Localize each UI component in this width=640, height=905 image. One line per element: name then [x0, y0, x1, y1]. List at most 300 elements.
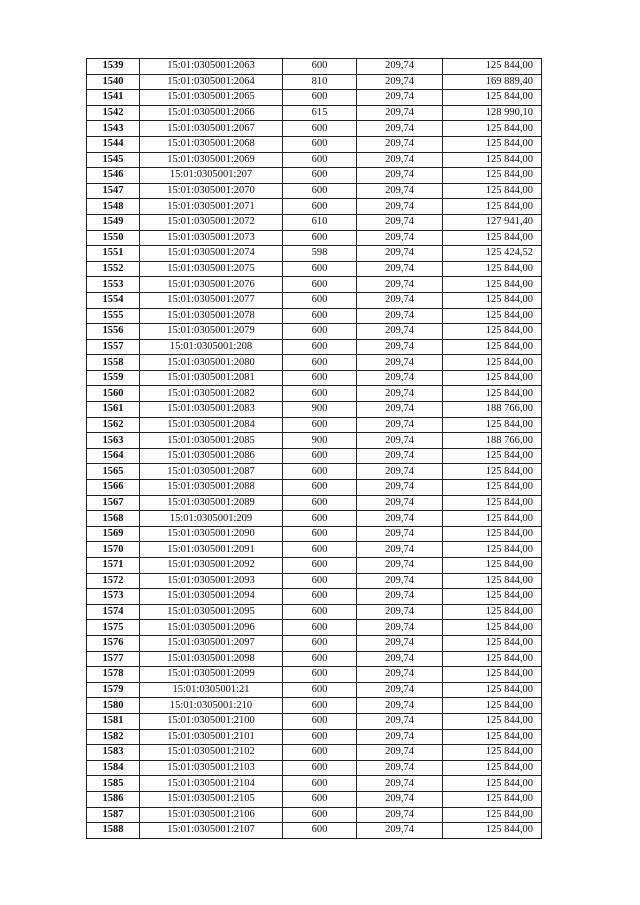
area-cell: 600	[283, 729, 357, 745]
table-row	[87, 791, 542, 807]
row-number-cell: 1586	[87, 791, 140, 807]
area-cell: 600	[283, 620, 357, 636]
cadastral-number-cell: 15:01:0305001:2083	[140, 402, 283, 418]
value-cell: 127 941,40	[443, 214, 542, 230]
row-number-cell: 1548	[87, 199, 140, 215]
row-number-cell: 1566	[87, 480, 140, 496]
rate-cell: 209,74	[357, 261, 443, 277]
rate-cell: 209,74	[357, 105, 443, 121]
cadastral-number-cell: 15:01:0305001:2098	[140, 651, 283, 667]
row-number-cell: 1564	[87, 448, 140, 464]
row-number-cell: 1585	[87, 776, 140, 792]
parcel-table	[86, 58, 542, 839]
cadastral-number-cell: 15:01:0305001:2070	[140, 183, 283, 199]
value-cell: 125 844,00	[443, 495, 542, 511]
value-cell: 125 844,00	[443, 573, 542, 589]
rate-cell: 209,74	[357, 635, 443, 651]
rate-cell: 209,74	[357, 604, 443, 620]
table-row	[87, 74, 542, 90]
cadastral-number-cell: 15:01:0305001:2080	[140, 355, 283, 371]
rate-cell: 209,74	[357, 823, 443, 839]
rate-cell: 209,74	[357, 121, 443, 137]
table-row	[87, 635, 542, 651]
rate-cell: 209,74	[357, 589, 443, 605]
area-cell: 600	[283, 308, 357, 324]
area-cell: 900	[283, 402, 357, 418]
value-cell: 125 844,00	[443, 324, 542, 340]
value-cell: 125 844,00	[443, 183, 542, 199]
cadastral-number-cell: 15:01:0305001:2069	[140, 152, 283, 168]
table-row	[87, 620, 542, 636]
row-number-cell: 1544	[87, 136, 140, 152]
row-number-cell: 1579	[87, 682, 140, 698]
cadastral-number-cell: 15:01:0305001:2091	[140, 542, 283, 558]
row-number-cell: 1554	[87, 292, 140, 308]
cadastral-number-cell: 15:01:0305001:2078	[140, 308, 283, 324]
table-row	[87, 760, 542, 776]
table-row	[87, 495, 542, 511]
value-cell: 125 844,00	[443, 542, 542, 558]
value-cell: 125 844,00	[443, 713, 542, 729]
rate-cell: 209,74	[357, 791, 443, 807]
area-cell: 610	[283, 214, 357, 230]
row-number-cell: 1552	[87, 261, 140, 277]
value-cell: 125 844,00	[443, 448, 542, 464]
rate-cell: 209,74	[357, 292, 443, 308]
area-cell: 600	[283, 682, 357, 698]
area-cell: 600	[283, 121, 357, 137]
cadastral-number-cell: 15:01:0305001:2087	[140, 464, 283, 480]
rate-cell: 209,74	[357, 698, 443, 714]
row-number-cell: 1551	[87, 246, 140, 262]
cadastral-number-cell: 15:01:0305001:2106	[140, 807, 283, 823]
rate-cell: 209,74	[357, 246, 443, 262]
area-cell: 600	[283, 776, 357, 792]
table-row	[87, 464, 542, 480]
row-number-cell: 1573	[87, 589, 140, 605]
value-cell: 125 844,00	[443, 823, 542, 839]
row-number-cell: 1553	[87, 277, 140, 293]
area-cell: 600	[283, 230, 357, 246]
value-cell: 125 844,00	[443, 277, 542, 293]
rate-cell: 209,74	[357, 558, 443, 574]
cadastral-number-cell: 15:01:0305001:2073	[140, 230, 283, 246]
row-number-cell: 1562	[87, 417, 140, 433]
cadastral-number-cell: 15:01:0305001:2064	[140, 74, 283, 90]
cadastral-number-cell: 15:01:0305001:2076	[140, 277, 283, 293]
area-cell: 600	[283, 823, 357, 839]
cadastral-number-cell: 15:01:0305001:2107	[140, 823, 283, 839]
rate-cell: 209,74	[357, 230, 443, 246]
area-cell: 600	[283, 464, 357, 480]
cadastral-number-cell: 15:01:0305001:2104	[140, 776, 283, 792]
area-cell: 600	[283, 589, 357, 605]
rate-cell: 209,74	[357, 90, 443, 106]
row-number-cell: 1584	[87, 760, 140, 776]
parcel-table-body	[87, 59, 542, 839]
rate-cell: 209,74	[357, 339, 443, 355]
value-cell: 125 844,00	[443, 480, 542, 496]
area-cell: 600	[283, 199, 357, 215]
value-cell: 125 844,00	[443, 339, 542, 355]
rate-cell: 209,74	[357, 152, 443, 168]
rate-cell: 209,74	[357, 682, 443, 698]
cadastral-number-cell: 15:01:0305001:2097	[140, 635, 283, 651]
table-row	[87, 136, 542, 152]
table-row	[87, 698, 542, 714]
value-cell: 125 844,00	[443, 526, 542, 542]
area-cell: 600	[283, 324, 357, 340]
table-row	[87, 105, 542, 121]
value-cell: 125 844,00	[443, 620, 542, 636]
value-cell: 125 844,00	[443, 635, 542, 651]
cadastral-number-cell: 15:01:0305001:2084	[140, 417, 283, 433]
row-number-cell: 1555	[87, 308, 140, 324]
table-row	[87, 183, 542, 199]
area-cell: 600	[283, 511, 357, 527]
rate-cell: 209,74	[357, 136, 443, 152]
row-number-cell: 1559	[87, 370, 140, 386]
rate-cell: 209,74	[357, 713, 443, 729]
cadastral-number-cell: 15:01:0305001:2092	[140, 558, 283, 574]
table-row	[87, 324, 542, 340]
value-cell: 125 844,00	[443, 355, 542, 371]
cadastral-number-cell: 15:01:0305001:2095	[140, 604, 283, 620]
area-cell: 810	[283, 74, 357, 90]
table-row	[87, 776, 542, 792]
value-cell: 128 990,10	[443, 105, 542, 121]
row-number-cell: 1543	[87, 121, 140, 137]
row-number-cell: 1565	[87, 464, 140, 480]
cadastral-number-cell: 15:01:0305001:2066	[140, 105, 283, 121]
cadastral-number-cell: 15:01:0305001:209	[140, 511, 283, 527]
rate-cell: 209,74	[357, 183, 443, 199]
area-cell: 600	[283, 604, 357, 620]
value-cell: 125 424,52	[443, 246, 542, 262]
value-cell: 188 766,00	[443, 402, 542, 418]
area-cell: 600	[283, 448, 357, 464]
row-number-cell: 1583	[87, 745, 140, 761]
rate-cell: 209,74	[357, 199, 443, 215]
area-cell: 600	[283, 168, 357, 184]
rate-cell: 209,74	[357, 74, 443, 90]
value-cell: 125 844,00	[443, 651, 542, 667]
rate-cell: 209,74	[357, 542, 443, 558]
area-cell: 600	[283, 480, 357, 496]
table-row	[87, 823, 542, 839]
value-cell: 125 844,00	[443, 604, 542, 620]
row-number-cell: 1574	[87, 604, 140, 620]
value-cell: 125 844,00	[443, 308, 542, 324]
row-number-cell: 1539	[87, 59, 140, 75]
cadastral-number-cell: 15:01:0305001:2090	[140, 526, 283, 542]
cadastral-number-cell: 15:01:0305001:2068	[140, 136, 283, 152]
area-cell: 600	[283, 667, 357, 683]
area-cell: 600	[283, 386, 357, 402]
table-row	[87, 370, 542, 386]
cadastral-number-cell: 15:01:0305001:2065	[140, 90, 283, 106]
cadastral-number-cell: 15:01:0305001:2088	[140, 480, 283, 496]
area-cell: 600	[283, 261, 357, 277]
value-cell: 125 844,00	[443, 464, 542, 480]
cadastral-number-cell: 15:01:0305001:2077	[140, 292, 283, 308]
table-row	[87, 573, 542, 589]
cadastral-number-cell: 15:01:0305001:2074	[140, 246, 283, 262]
row-number-cell: 1576	[87, 635, 140, 651]
cadastral-number-cell: 15:01:0305001:2082	[140, 386, 283, 402]
value-cell: 125 844,00	[443, 511, 542, 527]
value-cell: 125 844,00	[443, 168, 542, 184]
row-number-cell: 1588	[87, 823, 140, 839]
rate-cell: 209,74	[357, 324, 443, 340]
rate-cell: 209,74	[357, 214, 443, 230]
cadastral-number-cell: 15:01:0305001:2075	[140, 261, 283, 277]
value-cell: 125 844,00	[443, 121, 542, 137]
row-number-cell: 1558	[87, 355, 140, 371]
rate-cell: 209,74	[357, 386, 443, 402]
row-number-cell: 1556	[87, 324, 140, 340]
area-cell: 598	[283, 246, 357, 262]
rate-cell: 209,74	[357, 651, 443, 667]
area-cell: 615	[283, 105, 357, 121]
row-number-cell: 1578	[87, 667, 140, 683]
area-cell: 600	[283, 713, 357, 729]
row-number-cell: 1550	[87, 230, 140, 246]
cadastral-number-cell: 15:01:0305001:2063	[140, 59, 283, 75]
area-cell: 600	[283, 183, 357, 199]
cadastral-number-cell: 15:01:0305001:2101	[140, 729, 283, 745]
value-cell: 125 844,00	[443, 698, 542, 714]
area-cell: 600	[283, 370, 357, 386]
cadastral-number-cell: 15:01:0305001:2100	[140, 713, 283, 729]
rate-cell: 209,74	[357, 776, 443, 792]
row-number-cell: 1540	[87, 74, 140, 90]
rate-cell: 209,74	[357, 511, 443, 527]
rate-cell: 209,74	[357, 620, 443, 636]
cadastral-number-cell: 15:01:0305001:208	[140, 339, 283, 355]
cadastral-number-cell: 15:01:0305001:207	[140, 168, 283, 184]
rate-cell: 209,74	[357, 370, 443, 386]
row-number-cell: 1567	[87, 495, 140, 511]
rate-cell: 209,74	[357, 277, 443, 293]
table-row	[87, 807, 542, 823]
row-number-cell: 1580	[87, 698, 140, 714]
row-number-cell: 1549	[87, 214, 140, 230]
rate-cell: 209,74	[357, 480, 443, 496]
rate-cell: 209,74	[357, 402, 443, 418]
cadastral-number-cell: 15:01:0305001:2103	[140, 760, 283, 776]
row-number-cell: 1569	[87, 526, 140, 542]
rate-cell: 209,74	[357, 464, 443, 480]
table-row	[87, 402, 542, 418]
value-cell: 125 844,00	[443, 152, 542, 168]
value-cell: 125 844,00	[443, 807, 542, 823]
value-cell: 169 889,40	[443, 74, 542, 90]
cadastral-number-cell: 15:01:0305001:2071	[140, 199, 283, 215]
value-cell: 125 844,00	[443, 261, 542, 277]
table-row	[87, 682, 542, 698]
area-cell: 600	[283, 791, 357, 807]
row-number-cell: 1581	[87, 713, 140, 729]
rate-cell: 209,74	[357, 417, 443, 433]
cadastral-number-cell: 15:01:0305001:2102	[140, 745, 283, 761]
table-row	[87, 90, 542, 106]
table-row	[87, 261, 542, 277]
table-row	[87, 667, 542, 683]
table-row	[87, 199, 542, 215]
area-cell: 600	[283, 59, 357, 75]
cadastral-number-cell: 15:01:0305001:2089	[140, 495, 283, 511]
area-cell: 600	[283, 339, 357, 355]
table-row	[87, 433, 542, 449]
row-number-cell: 1587	[87, 807, 140, 823]
row-number-cell: 1561	[87, 402, 140, 418]
area-cell: 600	[283, 542, 357, 558]
table-row	[87, 417, 542, 433]
row-number-cell: 1541	[87, 90, 140, 106]
area-cell: 600	[283, 558, 357, 574]
area-cell: 600	[283, 277, 357, 293]
row-number-cell: 1571	[87, 558, 140, 574]
area-cell: 600	[283, 745, 357, 761]
rate-cell: 209,74	[357, 573, 443, 589]
table-row	[87, 292, 542, 308]
rate-cell: 209,74	[357, 59, 443, 75]
table-row	[87, 651, 542, 667]
table-row	[87, 246, 542, 262]
table-row	[87, 589, 542, 605]
rate-cell: 209,74	[357, 807, 443, 823]
value-cell: 125 844,00	[443, 90, 542, 106]
row-number-cell: 1575	[87, 620, 140, 636]
table-row	[87, 230, 542, 246]
value-cell: 125 844,00	[443, 729, 542, 745]
value-cell: 125 844,00	[443, 292, 542, 308]
area-cell: 600	[283, 152, 357, 168]
cadastral-number-cell: 15:01:0305001:2085	[140, 433, 283, 449]
rate-cell: 209,74	[357, 729, 443, 745]
area-cell: 900	[283, 433, 357, 449]
row-number-cell: 1546	[87, 168, 140, 184]
value-cell: 125 844,00	[443, 667, 542, 683]
table-row	[87, 168, 542, 184]
cadastral-number-cell: 15:01:0305001:2096	[140, 620, 283, 636]
table-row	[87, 713, 542, 729]
row-number-cell: 1547	[87, 183, 140, 199]
value-cell: 125 844,00	[443, 760, 542, 776]
table-row	[87, 386, 542, 402]
table-row	[87, 511, 542, 527]
table-row	[87, 729, 542, 745]
row-number-cell: 1563	[87, 433, 140, 449]
table-row	[87, 339, 542, 355]
rate-cell: 209,74	[357, 168, 443, 184]
area-cell: 600	[283, 495, 357, 511]
cadastral-number-cell: 15:01:0305001:2081	[140, 370, 283, 386]
value-cell: 125 844,00	[443, 386, 542, 402]
cadastral-number-cell: 15:01:0305001:2093	[140, 573, 283, 589]
area-cell: 600	[283, 90, 357, 106]
table-row	[87, 59, 542, 75]
row-number-cell: 1572	[87, 573, 140, 589]
value-cell: 188 766,00	[443, 433, 542, 449]
table-row	[87, 152, 542, 168]
rate-cell: 209,74	[357, 760, 443, 776]
table-row	[87, 558, 542, 574]
table-row	[87, 277, 542, 293]
cadastral-number-cell: 15:01:0305001:2072	[140, 214, 283, 230]
value-cell: 125 844,00	[443, 776, 542, 792]
cadastral-number-cell: 15:01:0305001:2094	[140, 589, 283, 605]
rate-cell: 209,74	[357, 495, 443, 511]
table-row	[87, 542, 542, 558]
table-row	[87, 121, 542, 137]
row-number-cell: 1577	[87, 651, 140, 667]
area-cell: 600	[283, 417, 357, 433]
cadastral-number-cell: 15:01:0305001:2105	[140, 791, 283, 807]
cadastral-number-cell: 15:01:0305001:21	[140, 682, 283, 698]
rate-cell: 209,74	[357, 526, 443, 542]
value-cell: 125 844,00	[443, 199, 542, 215]
row-number-cell: 1545	[87, 152, 140, 168]
value-cell: 125 844,00	[443, 682, 542, 698]
value-cell: 125 844,00	[443, 791, 542, 807]
area-cell: 600	[283, 807, 357, 823]
value-cell: 125 844,00	[443, 745, 542, 761]
value-cell: 125 844,00	[443, 558, 542, 574]
area-cell: 600	[283, 760, 357, 776]
table-row	[87, 745, 542, 761]
table-row	[87, 480, 542, 496]
row-number-cell: 1560	[87, 386, 140, 402]
row-number-cell: 1582	[87, 729, 140, 745]
area-cell: 600	[283, 635, 357, 651]
area-cell: 600	[283, 651, 357, 667]
value-cell: 125 844,00	[443, 230, 542, 246]
cadastral-number-cell: 15:01:0305001:2067	[140, 121, 283, 137]
row-number-cell: 1557	[87, 339, 140, 355]
table-row	[87, 355, 542, 371]
value-cell: 125 844,00	[443, 136, 542, 152]
row-number-cell: 1570	[87, 542, 140, 558]
table-row	[87, 448, 542, 464]
cadastral-number-cell: 15:01:0305001:2099	[140, 667, 283, 683]
value-cell: 125 844,00	[443, 589, 542, 605]
rate-cell: 209,74	[357, 433, 443, 449]
rate-cell: 209,74	[357, 308, 443, 324]
area-cell: 600	[283, 292, 357, 308]
table-row	[87, 308, 542, 324]
table-row	[87, 604, 542, 620]
cadastral-number-cell: 15:01:0305001:2086	[140, 448, 283, 464]
area-cell: 600	[283, 573, 357, 589]
rate-cell: 209,74	[357, 667, 443, 683]
cadastral-number-cell: 15:01:0305001:2079	[140, 324, 283, 340]
cadastral-number-cell: 15:01:0305001:210	[140, 698, 283, 714]
value-cell: 125 844,00	[443, 417, 542, 433]
rate-cell: 209,74	[357, 355, 443, 371]
area-cell: 600	[283, 355, 357, 371]
table-row	[87, 526, 542, 542]
rate-cell: 209,74	[357, 745, 443, 761]
value-cell: 125 844,00	[443, 59, 542, 75]
rate-cell: 209,74	[357, 448, 443, 464]
table-row	[87, 214, 542, 230]
value-cell: 125 844,00	[443, 370, 542, 386]
row-number-cell: 1568	[87, 511, 140, 527]
area-cell: 600	[283, 136, 357, 152]
area-cell: 600	[283, 526, 357, 542]
